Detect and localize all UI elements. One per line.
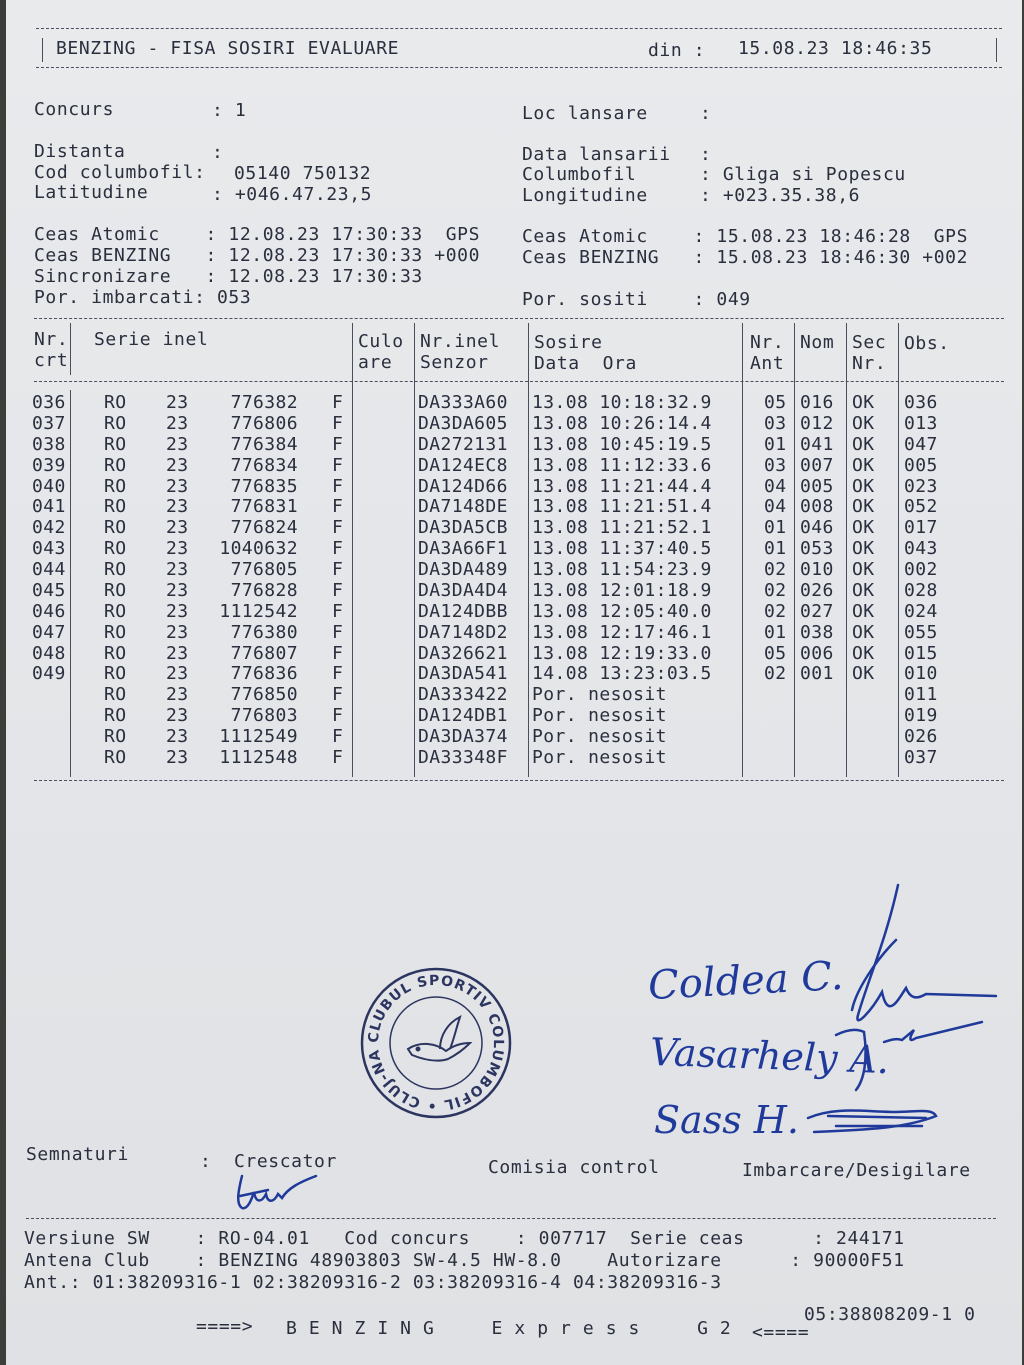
col-header-culoare-2: are: [358, 352, 393, 373]
row-arrival: 14.08 13:23:03.5: [532, 663, 712, 685]
antennas-line: Ant.: 01:38209316-1 02:38209316-2 03:38209316-4 04:38209316-3: [24, 1272, 722, 1293]
row-ring: 776807: [230, 642, 298, 664]
table-row: [6, 684, 1022, 705]
row-country: RO: [104, 433, 127, 455]
antena-line: Antena Club : BENZING 48903803 SW-4.5 HW-8.0 Autorizare : 90000F51: [24, 1250, 905, 1271]
col-header-sec-2: Nr.: [852, 353, 887, 374]
row-nom: 005: [800, 475, 834, 497]
row-crt: 045: [32, 579, 66, 601]
row-obs: 013: [904, 412, 938, 434]
distanta-label: Distanta: [34, 141, 126, 162]
row-year: 23: [166, 684, 189, 706]
row-arrival: Por. nesosit: [532, 746, 667, 768]
row-sensor: DA3DA605: [418, 412, 508, 434]
table-row: [6, 538, 1022, 559]
table-top-rule: [34, 318, 1004, 319]
row-sex: F: [332, 392, 344, 413]
row-year: 23: [166, 475, 189, 497]
header-bottom-rule: [36, 67, 1002, 68]
row-obs: 010: [904, 663, 938, 685]
row-sex: F: [332, 538, 344, 560]
row-sec: OK: [852, 642, 875, 664]
row-sex: F: [332, 559, 344, 581]
row-arrival: 13.08 11:21:44.4: [532, 475, 712, 497]
row-sec: OK: [852, 433, 875, 455]
semnaturi-label: Semnaturi: [26, 1144, 129, 1165]
row-obs: 043: [904, 538, 938, 560]
row-year: 23: [166, 433, 189, 455]
col-header-obs: Obs.: [904, 333, 950, 354]
row-arrival: 13.08 10:45:19.5: [532, 433, 712, 455]
latitudine-value: : +046.47.23,5: [212, 184, 373, 205]
header-top-rule: [36, 28, 1002, 29]
row-nom: 006: [800, 642, 834, 664]
row-ring: 776831: [230, 496, 298, 518]
row-sex: F: [332, 621, 344, 643]
row-arrival: 13.08 10:18:32.9: [532, 392, 712, 413]
table-row: [6, 580, 1022, 601]
row-sensor: DA333A60: [418, 392, 508, 413]
table-row: [6, 559, 1022, 580]
row-year: 23: [166, 412, 189, 434]
row-sensor: DA3DA5CB: [418, 517, 508, 539]
row-sec: OK: [852, 412, 875, 434]
row-ring: 776380: [230, 621, 298, 643]
footer-rule: [26, 1218, 996, 1219]
row-ring: 1112542: [219, 600, 298, 622]
row-year: 23: [166, 746, 189, 768]
row-nom: 010: [800, 559, 834, 581]
row-country: RO: [104, 517, 127, 539]
express-arrow-right: <====: [752, 1322, 810, 1343]
row-sex: F: [332, 600, 344, 622]
row-sec: OK: [852, 392, 875, 413]
row-obs: 024: [904, 600, 938, 622]
row-arrival: 13.08 12:17:46.1: [532, 621, 712, 643]
row-nom: 012: [800, 412, 834, 434]
row-sex: F: [332, 412, 344, 434]
table-row: [6, 496, 1022, 517]
col-header-nom: Nom: [800, 332, 835, 353]
row-year: 23: [166, 392, 189, 413]
table-row: [6, 476, 1022, 497]
signature-scribbles: [606, 880, 1016, 1170]
header-left-bar: [42, 38, 43, 62]
row-obs: 052: [904, 496, 938, 518]
row-ring: 776803: [230, 705, 298, 727]
row-sex: F: [332, 496, 344, 518]
row-sex: F: [332, 746, 344, 768]
row-ring: 776835: [230, 475, 298, 497]
row-crt: 049: [32, 663, 66, 685]
row-arrival: 13.08 11:21:52.1: [532, 517, 712, 539]
data-lansarii-value: :: [700, 144, 712, 165]
row-obs: 036: [904, 392, 938, 413]
row-antenna: 05: [764, 392, 787, 413]
loc-lansare-value: :: [700, 103, 712, 124]
row-arrival: 13.08 11:54:23.9: [532, 559, 712, 581]
row-sex: F: [332, 663, 344, 685]
row-crt: 036: [32, 392, 66, 413]
table-row: [6, 705, 1022, 726]
row-sec: OK: [852, 559, 875, 581]
row-antenna: 01: [764, 621, 787, 643]
row-year: 23: [166, 496, 189, 518]
col-header-nr-crt-1: Nr.: [34, 329, 69, 350]
row-year: 23: [166, 705, 189, 727]
row-sec: OK: [852, 496, 875, 518]
table-header-rule: [34, 381, 1004, 382]
row-arrival: 13.08 11:12:33.6: [532, 454, 712, 476]
report-date-label: din :: [648, 40, 706, 61]
row-sensor: DA3A66F1: [418, 538, 508, 560]
row-country: RO: [104, 412, 127, 434]
row-antenna: 01: [764, 538, 787, 560]
row-antenna: 02: [764, 663, 787, 685]
row-country: RO: [104, 726, 127, 748]
row-obs: 019: [904, 705, 938, 727]
table-row: [6, 517, 1022, 538]
table-row: [6, 622, 1022, 643]
row-year: 23: [166, 579, 189, 601]
row-ring: 776850: [230, 684, 298, 706]
col-header-serie: Serie inel: [94, 329, 209, 350]
row-year: 23: [166, 642, 189, 664]
crescator-signature: [228, 1168, 328, 1228]
row-country: RO: [104, 642, 127, 664]
row-obs: 026: [904, 726, 938, 748]
longitudine-label: Longitudine: [522, 185, 648, 206]
row-arrival: 13.08 12:19:33.0: [532, 642, 712, 664]
row-sec: OK: [852, 517, 875, 539]
row-obs: 047: [904, 433, 938, 455]
row-sex: F: [332, 517, 344, 539]
row-antenna: 01: [764, 517, 787, 539]
row-ring: 776828: [230, 579, 298, 601]
row-crt: 044: [32, 559, 66, 581]
stamp-text: CLUBUL SPORTIV COLUMBOFIL • CLUJ-NA: [365, 972, 507, 1114]
row-year: 23: [166, 663, 189, 685]
latitudine-label: Latitudine: [34, 182, 149, 203]
col-header-ant-2: Ant: [750, 353, 785, 374]
row-nom: 053: [800, 538, 834, 560]
table-row: [6, 455, 1022, 476]
row-ring: 776805: [230, 559, 298, 581]
row-sec: OK: [852, 454, 875, 476]
row-country: RO: [104, 392, 127, 413]
row-crt: 037: [32, 412, 66, 434]
row-sex: F: [332, 684, 344, 706]
row-year: 23: [166, 600, 189, 622]
row-country: RO: [104, 705, 127, 727]
imbarcare-label: Imbarcare/Desigilare: [742, 1160, 971, 1181]
row-year: 23: [166, 454, 189, 476]
row-sec: OK: [852, 538, 875, 560]
cod-columbofil-value: 05140 750132: [234, 163, 372, 184]
row-sec: OK: [852, 579, 875, 601]
table-row: [6, 663, 1022, 684]
row-country: RO: [104, 663, 127, 685]
row-arrival: 13.08 12:01:18.9: [532, 579, 712, 601]
row-antenna: 02: [764, 600, 787, 622]
col-header-culoare-1: Culo: [358, 331, 404, 352]
row-sex: F: [332, 579, 344, 601]
row-country: RO: [104, 621, 127, 643]
row-obs: 005: [904, 454, 938, 476]
row-sensor: DA3DA541: [418, 663, 508, 685]
row-country: RO: [104, 538, 127, 560]
row-crt: 047: [32, 621, 66, 643]
row-country: RO: [104, 475, 127, 497]
row-arrival: Por. nesosit: [532, 726, 667, 748]
table-row: [6, 643, 1022, 664]
row-sex: F: [332, 433, 344, 455]
row-nom: 046: [800, 517, 834, 539]
col-header-ant-1: Nr.: [750, 332, 785, 353]
row-ring: 776836: [230, 663, 298, 685]
row-sensor: DA3DA489: [418, 559, 508, 581]
row-antenna: 01: [764, 433, 787, 455]
row-country: RO: [104, 559, 127, 581]
col-header-senzor-2: Senzor: [420, 352, 489, 373]
table-row: [6, 413, 1022, 434]
row-sensor: DA124DBB: [418, 600, 508, 622]
signature-coldea: Coldea C.: [646, 952, 845, 1010]
row-ring: 776806: [230, 412, 298, 434]
row-year: 23: [166, 517, 189, 539]
row-ring: 1040632: [219, 538, 298, 560]
antenna-5: 05:38808209-1 0: [804, 1304, 976, 1325]
col-header-sec-1: Sec: [852, 332, 887, 353]
comisia-label: Comisia control: [488, 1157, 660, 1178]
cod-columbofil-label: Cod columbofil:: [34, 162, 206, 183]
row-sex: F: [332, 705, 344, 727]
row-nom: 008: [800, 496, 834, 518]
row-antenna: 05: [764, 642, 787, 664]
express-title: BENZING Express G2: [286, 1318, 743, 1339]
table-row: [6, 601, 1022, 622]
left-atomic-clock: Ceas Atomic : 12.08.23 17:30:33 GPS: [34, 224, 481, 245]
row-year: 23: [166, 621, 189, 643]
row-sec: OK: [852, 663, 875, 685]
row-nom: 001: [800, 663, 834, 685]
concurs-label: Concurs: [34, 99, 115, 120]
row-ring: 776384: [230, 433, 298, 455]
row-crt: 038: [32, 433, 66, 455]
left-benzing-clock: Ceas BENZING : 12.08.23 17:30:33 +000: [34, 245, 481, 266]
row-country: RO: [104, 454, 127, 476]
row-sensor: DA7148DE: [418, 496, 508, 518]
row-antenna: 03: [764, 412, 787, 434]
columbofil-value: : Gliga si Popescu: [700, 164, 906, 185]
row-nom: 026: [800, 579, 834, 601]
document-page: [6, 0, 1022, 1365]
columbofil-label: Columbofil: [522, 164, 637, 185]
row-sec: OK: [852, 600, 875, 622]
por-imbarcati: Por. imbarcati: 053: [34, 287, 252, 308]
row-obs: 015: [904, 642, 938, 664]
row-country: RO: [104, 684, 127, 706]
row-ring: 1112549: [219, 726, 298, 748]
col-header-nr-crt-2: crt: [34, 350, 69, 371]
row-year: 23: [166, 538, 189, 560]
row-crt: 041: [32, 496, 66, 518]
row-crt: 042: [32, 517, 66, 539]
row-nom: 038: [800, 621, 834, 643]
row-ring: 776834: [230, 454, 298, 476]
data-lansarii-label: Data lansarii: [522, 144, 671, 165]
row-antenna: 02: [764, 559, 787, 581]
row-sec: OK: [852, 621, 875, 643]
row-sensor: DA124DB1: [418, 705, 508, 727]
crescator-label: Crescator: [234, 1151, 337, 1172]
row-crt: 046: [32, 600, 66, 622]
row-country: RO: [104, 746, 127, 768]
report-title: BENZING - FISA SOSIRI EVALUARE: [56, 38, 400, 59]
dove-icon: [408, 1017, 470, 1061]
club-stamp: [356, 963, 516, 1127]
row-ring: 776382: [230, 392, 298, 413]
row-sensor: DA7148D2: [418, 621, 508, 643]
row-antenna: 04: [764, 496, 787, 518]
concurs-value: : 1: [212, 100, 247, 121]
row-obs: 037: [904, 746, 938, 768]
col-header-sosire-1: Sosire: [534, 332, 603, 353]
row-crt: 040: [32, 475, 66, 497]
col-header-sosire-2: Data Ora: [534, 353, 637, 374]
signature-sass: Sass H.: [654, 1098, 799, 1142]
row-obs: 011: [904, 684, 938, 706]
row-nom: 027: [800, 600, 834, 622]
row-sex: F: [332, 726, 344, 748]
row-crt: 039: [32, 454, 66, 476]
signature-vasarhely: Vasarhely A.: [649, 1029, 890, 1083]
row-arrival: 13.08 11:37:40.5: [532, 538, 712, 560]
table-row: [6, 726, 1022, 747]
row-arrival: 13.08 12:05:40.0: [532, 600, 712, 622]
semnaturi-colon: :: [200, 1151, 212, 1172]
row-crt: 043: [32, 538, 66, 560]
loc-lansare-label: Loc lansare: [522, 103, 648, 124]
row-sensor: DA272131: [418, 433, 508, 455]
row-ring: 1112548: [219, 746, 298, 768]
right-atomic-clock: Ceas Atomic : 15.08.23 18:46:28 GPS: [522, 226, 969, 247]
row-nom: 041: [800, 433, 834, 455]
row-crt: 048: [32, 642, 66, 664]
sincronizare: Sincronizare : 12.08.23 17:30:33: [34, 266, 423, 287]
longitudine-value: : +023.35.38,6: [700, 185, 861, 206]
table-row: [6, 434, 1022, 455]
right-benzing-clock: Ceas BENZING : 15.08.23 18:46:30 +002: [522, 247, 969, 268]
table-row: [6, 392, 1022, 413]
col-header-senzor-1: Nr.inel: [420, 331, 501, 352]
row-year: 23: [166, 559, 189, 581]
row-country: RO: [104, 579, 127, 601]
row-sex: F: [332, 454, 344, 476]
row-sex: F: [332, 475, 344, 497]
express-arrow-left: ====>: [196, 1316, 254, 1337]
row-obs: 055: [904, 621, 938, 643]
row-nom: 007: [800, 454, 834, 476]
row-sensor: DA3DA374: [418, 726, 508, 748]
row-arrival: 13.08 10:26:14.4: [532, 412, 712, 434]
report-date-value: 15.08.23 18:46:35: [738, 38, 933, 59]
row-sensor: DA3DA4D4: [418, 579, 508, 601]
row-sensor: DA33348F: [418, 746, 508, 768]
table-bottom-rule: [34, 780, 1004, 781]
row-obs: 002: [904, 559, 938, 581]
row-sensor: DA333422: [418, 684, 508, 706]
row-arrival: Por. nesosit: [532, 705, 667, 727]
versiune-line: Versiune SW : RO-04.01 Cod concurs : 007717 Serie ceas : 244171: [24, 1228, 905, 1249]
row-ring: 776824: [230, 517, 298, 539]
row-sensor: DA326621: [418, 642, 508, 664]
row-country: RO: [104, 600, 127, 622]
col-sep-1: [70, 323, 71, 375]
row-sensor: DA124D66: [418, 475, 508, 497]
row-antenna: 02: [764, 579, 787, 601]
row-obs: 023: [904, 475, 938, 497]
row-sensor: DA124EC8: [418, 454, 508, 476]
row-year: 23: [166, 726, 189, 748]
header-right-bar: [996, 38, 997, 62]
por-sositi: Por. sositi : 049: [522, 289, 751, 310]
row-arrival: 13.08 11:21:51.4: [532, 496, 712, 518]
distanta-value: :: [212, 142, 224, 163]
row-antenna: 03: [764, 454, 787, 476]
row-sex: F: [332, 642, 344, 664]
row-arrival: Por. nesosit: [532, 684, 667, 706]
row-country: RO: [104, 496, 127, 518]
row-obs: 017: [904, 517, 938, 539]
row-antenna: 04: [764, 475, 787, 497]
row-sec: OK: [852, 475, 875, 497]
row-nom: 016: [800, 392, 834, 413]
row-obs: 028: [904, 579, 938, 601]
table-row: [6, 747, 1022, 768]
